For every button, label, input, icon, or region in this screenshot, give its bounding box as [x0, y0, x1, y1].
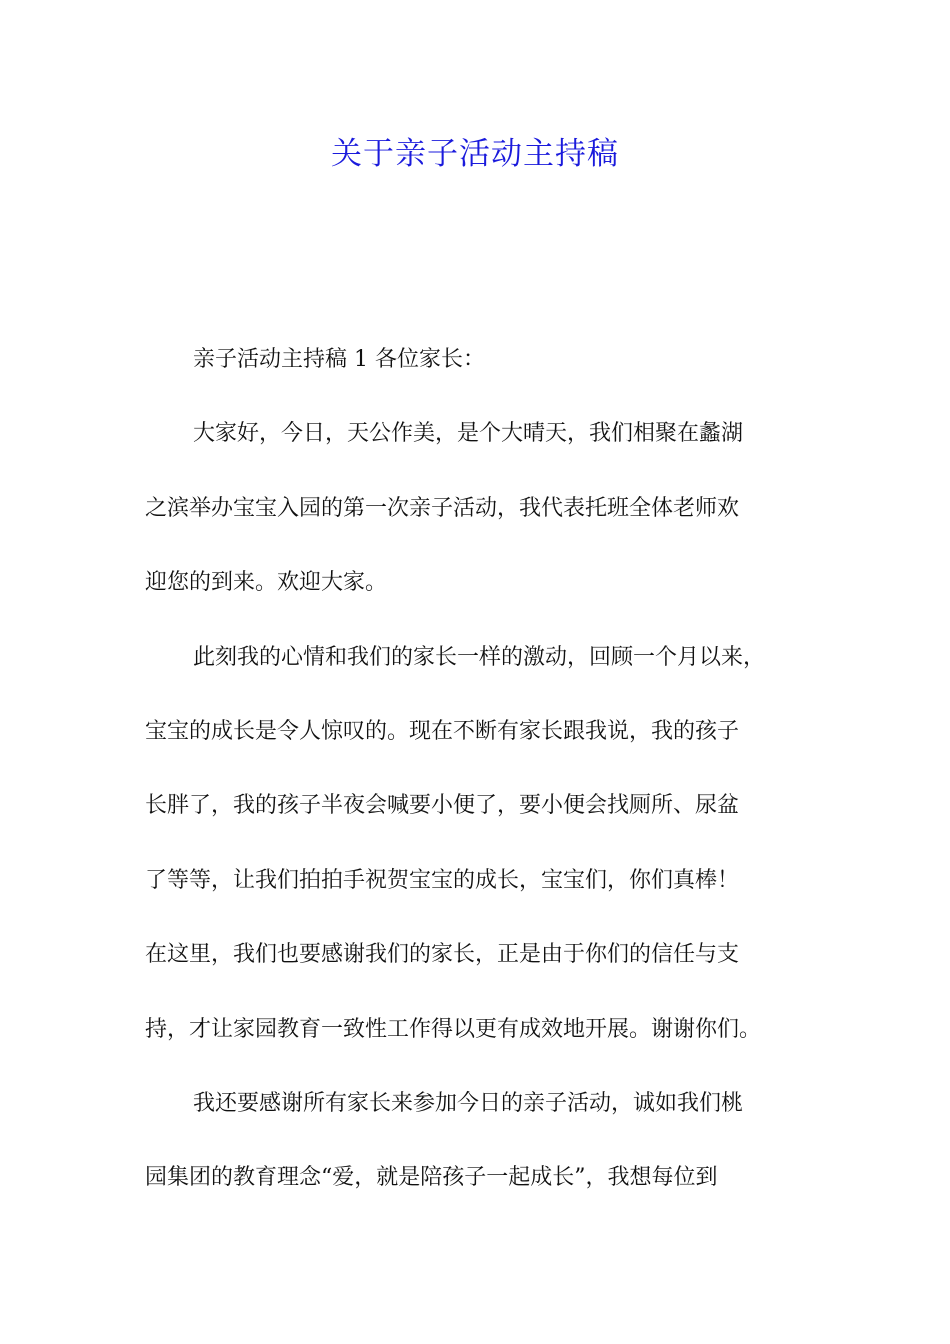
body-line: 宝宝的成长是令人惊叹的。现在不断有家长跟我说，我的孩子 — [145, 718, 740, 744]
body-line: 我还要感谢所有家长来参加今日的亲子活动，诚如我们桃 — [193, 1090, 744, 1116]
document-body — [145, 336, 825, 1229]
body-line: 长胖了，我的孩子半夜会喊要小便了，要小便会找厕所、尿盆 — [145, 793, 740, 819]
body-line: 之滨举办宝宝入园的第一次亲子活动，我代表托班全体老师欢 — [145, 495, 740, 521]
body-line: 此刻我的心情和我们的家长一样的激动，回顾一个月以来， — [193, 644, 766, 670]
body-line: 园集团的教育理念“爱，就是陪孩子一起成长”，我想每位到 — [145, 1165, 718, 1191]
body-line: 持，才让家园教育一致性工作得以更有成效地开展。谢谢你们。 — [145, 1016, 762, 1042]
body-line: 在这里，我们也要感谢我们的家长，正是由于你们的信任与支 — [145, 942, 740, 968]
document-title: 关于亲子活动主持稿 — [331, 136, 619, 172]
body-line: 迎您的到来。欢迎大家。 — [145, 570, 388, 596]
body-line: 了等等，让我们拍拍手祝贺宝宝的成长，宝宝们，你们真棒！ — [145, 867, 740, 893]
body-line: 大家好，今日，天公作美，是个大晴天，我们相聚在蠡湖 — [193, 421, 744, 447]
body-line: 亲子活动主持稿 1 各位家长： — [193, 347, 485, 372]
